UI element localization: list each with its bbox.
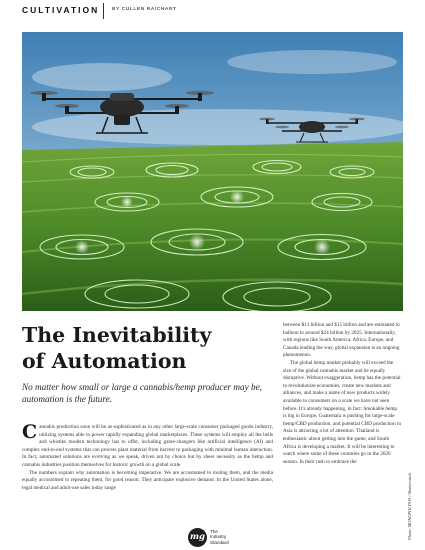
article-subtitle: No matter how small or large a cannabis/hemp producer may be, automation is the future. — [22, 382, 262, 404]
logo-mark: mg — [188, 528, 207, 547]
logo-tagline — [210, 529, 250, 545]
drone-field-illustration — [22, 32, 403, 311]
body-paragraph: between $13 billion and $15 billion and are estimated to balloon to around $24 billion by 2025. Internationally, with regions like South America, Africa, Europe, and Canada leading the way, global expansion is an ongoing phenomenon. — [283, 322, 400, 359]
section-label: CULTIVATION — [22, 5, 100, 15]
page-header — [0, 0, 425, 32]
body-paragraph: The global hemp market probably will exceed the size of the global cannabis market and be equally disruptive. Without exaggeration, hemp has the potential to revolutionize economies, create new markets and alliances, and make a name of new products widely available to consumers on a scale we have not seen before. It’s already happening, in fact: Smokable hemp is big in Europe, Guatemala is pushing for large-scale hemp/CBD production, and potential CBD production in Asia is attracting a lot of attention. Thailand is enthusiastic about getting into the game, and South Africa is developing a market. It will be interesting to watch where some of these countries go in the 2020 season. In their rush to embrace the — [283, 359, 402, 465]
title-line-2: of Automation — [22, 349, 187, 373]
body-paragraph-text: annabis production soon will be as sophisticated as in any other large-scale consumer packaged goods industry, utilizing systems able to power rapidly expanding global marketplaces. These systems will employ all the bells and whistles modern technology has to offer, including game-changers like artificial intelligence (AI) and complex end-to-end systems that can process plant material from harvest to packaging with minimal human interaction. In fact, automated solutions are evolving as we speak, driven not by choice but by sheer necessity as the hemp and cannabis industries position themselves for historic growth on a global scale. — [22, 424, 273, 468]
cloud — [227, 50, 397, 74]
article-body-right — [283, 322, 401, 466]
article-body-left — [22, 421, 273, 492]
hero-image — [22, 32, 403, 311]
logo-line: Industry — [210, 534, 227, 540]
publication-logo — [188, 528, 248, 548]
logo-line: Standard — [210, 539, 229, 545]
title-line-1: The Inevitability — [22, 323, 212, 347]
logo-line: The — [210, 529, 218, 534]
byline: BY CULLEN RAICHART — [112, 7, 177, 12]
header-divider — [103, 3, 104, 19]
drop-cap: C — [22, 421, 38, 443]
article-title — [22, 322, 272, 374]
body-paragraph — [22, 421, 273, 470]
cloud — [32, 63, 172, 91]
body-paragraph: The numbers explain why automation is becoming imperative. We are accustomed to touting them, and the media equally accustomed to repeating them, for good reason: They anticipate explosive demand. In the United States alone, legal medical and adult-use sales today range — [22, 469, 273, 491]
photo-credit: Photo: MONOPOLY919 / Shutterstock — [407, 473, 412, 540]
